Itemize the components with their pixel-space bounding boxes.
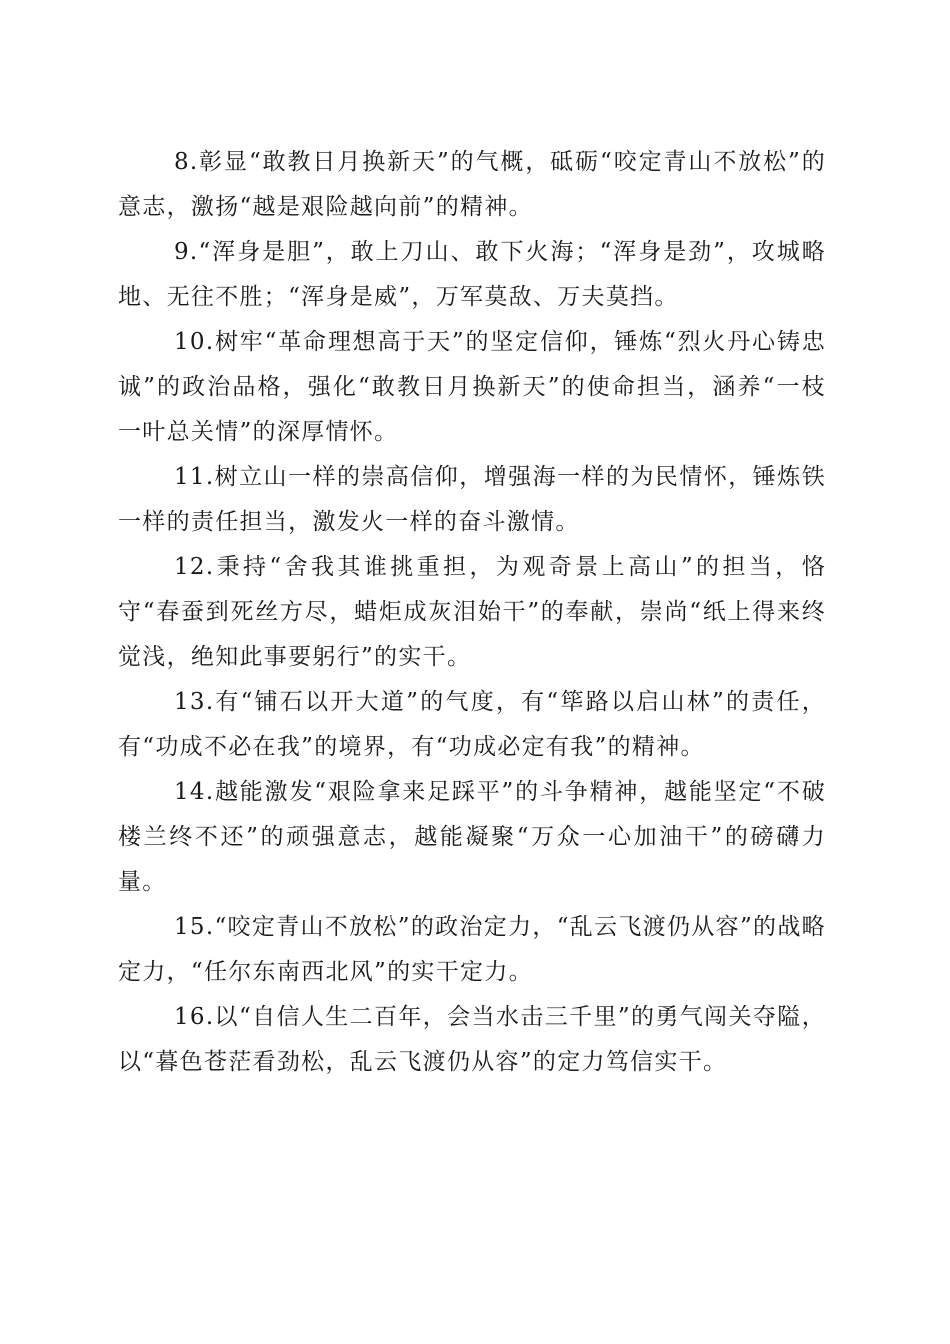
paragraph-9: 9.“浑身是胆”，敢上刀山、敢下火海；“浑身是劲”，攻城略地、无往不胜；“浑身是威”，万军莫敌、万夫莫挡。 (118, 239, 826, 310)
paragraph-15: 15.“咬定青山不放松”的政治定力，“乱云飞渡仍从容”的战略定力，“任尔东南西北风”的实干定力。 (118, 914, 826, 985)
paragraph-13: 13.有“铺石以开大道”的气度，有“筚路以启山林”的责任，有“功成不必在我”的境界，有“功成必定有我”的精神。 (118, 689, 826, 760)
paragraph-16: 16.以“自信人生二百年，会当水击三千里”的勇气闯关夺隘，以“暮色苍茫看劲松，乱云飞渡仍从容”的定力笃信实干。 (118, 1004, 826, 1075)
paragraph-12: 12.秉持“舍我其谁挑重担，为观奇景上高山”的担当，恪守“春蚕到死丝方尽，蜡炬成灰泪始干”的奉献，崇尚“纸上得来终觉浅，绝知此事要躬行”的实干。 (118, 554, 826, 670)
paragraph-8: 8.彰显“敢教日月换新天”的气概，砥砺“咬定青山不放松”的意志，激扬“越是艰险越向前”的精神。 (118, 149, 826, 220)
paragraph-14: 14.越能激发“艰险拿来足踩平”的斗争精神，越能坚定“不破楼兰终不还”的顽强意志，越能凝聚“万众一心加油干”的磅礴力量。 (118, 779, 826, 895)
document-body (118, 140, 826, 1085)
paragraph-11: 11.树立山一样的崇高信仰，增强海一样的为民情怀，锤炼铁一样的责任担当，激发火一样的奋斗激情。 (118, 464, 826, 535)
paragraph-10: 10.树牢“革命理想高于天”的坚定信仰，锤炼“烈火丹心铸忠诚”的政治品格，强化“敢教日月换新天”的使命担当，涵养“一枝一叶总关情”的深厚情怀。 (118, 329, 826, 445)
